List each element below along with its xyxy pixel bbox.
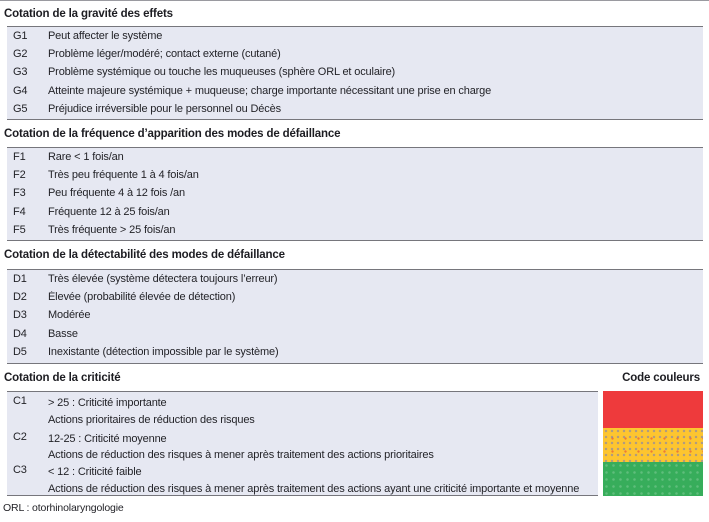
row-description: Basse bbox=[48, 327, 78, 340]
color-code-column bbox=[603, 391, 703, 496]
table-row bbox=[7, 63, 703, 81]
table-row bbox=[7, 392, 598, 428]
row-description: Élevée (probabilité élevée de détection) bbox=[48, 291, 236, 304]
table-row bbox=[7, 288, 703, 306]
row-code: D5 bbox=[13, 345, 27, 358]
row-code: F5 bbox=[13, 223, 26, 236]
table-row bbox=[7, 100, 703, 118]
criticality-threshold: > 25 : Criticité importante bbox=[48, 397, 167, 409]
criticality-action: Actions de réduction des risques à mener après traitement des actions ayant une criticité importante et moyenne bbox=[48, 482, 580, 495]
criticality-color-swatch-yellow bbox=[603, 428, 703, 462]
row-code: G4 bbox=[13, 84, 28, 97]
row-code: F3 bbox=[13, 187, 26, 200]
row-code: D1 bbox=[13, 273, 27, 286]
row-code: D2 bbox=[13, 291, 27, 304]
table-row bbox=[7, 325, 703, 343]
table-row bbox=[7, 203, 703, 221]
row-code: G1 bbox=[13, 30, 28, 43]
section-header-criticality bbox=[0, 364, 709, 391]
row-description: Peu fréquente 4 à 12 fois /an bbox=[48, 187, 185, 200]
criticality-threshold: 12-25 : Criticité moyenne bbox=[48, 432, 167, 445]
section-title-detectability: Cotation de la détectabilité des modes de défaillance bbox=[4, 249, 285, 261]
section-title-gravity: Cotation de la gravité des effets bbox=[4, 7, 173, 20]
row-code: G3 bbox=[13, 66, 28, 79]
row-code: G5 bbox=[13, 102, 28, 115]
row-code: C1 bbox=[13, 395, 27, 407]
row-description: Très élevée (système détectera toujours l’erreur) bbox=[48, 273, 278, 286]
table-row bbox=[7, 45, 703, 63]
section-title-frequency: Cotation de la fréquence d’apparition des modes de défaillance bbox=[4, 127, 341, 140]
table-row bbox=[7, 343, 703, 361]
row-description: Fréquente 12 à 25 fois/an bbox=[48, 205, 170, 218]
row-description: Préjudice irréversible pour le personnel ou Décès bbox=[48, 102, 281, 115]
criticality-action: Actions de réduction des risques à mener après traitement des actions prioritaires bbox=[48, 449, 434, 461]
row-description: Très peu fréquente 1 à 4 fois/an bbox=[48, 169, 199, 182]
table-row bbox=[7, 221, 703, 239]
row-code: F4 bbox=[13, 205, 26, 218]
criticality-color-swatch-red bbox=[603, 391, 703, 428]
table-row bbox=[7, 166, 703, 184]
criticality-color-swatch-green bbox=[603, 462, 703, 496]
row-description: Problème systémique ou touche les muqueuses (sphère ORL et oculaire) bbox=[48, 66, 396, 79]
row-description: Très fréquente > 25 fois/an bbox=[48, 223, 176, 236]
row-code: F1 bbox=[13, 151, 26, 164]
table-row bbox=[7, 306, 703, 324]
section-frequency-rows bbox=[7, 147, 703, 241]
section-gravity-rows bbox=[7, 26, 703, 120]
row-description: Peut affecter le système bbox=[48, 30, 163, 43]
row-description: Inexistante (détection impossible par le système) bbox=[48, 345, 279, 358]
table-row bbox=[7, 428, 598, 462]
table-row bbox=[7, 82, 703, 100]
abbreviation-footnote: ORL : otorhinolaryngologie bbox=[3, 502, 124, 514]
color-code-column-header: Code couleurs bbox=[622, 371, 700, 384]
criticality-rows bbox=[7, 391, 598, 496]
criticality-action: Actions prioritaires de réduction des risques bbox=[48, 413, 255, 426]
section-criticality-body bbox=[7, 391, 703, 496]
section-title-criticality: Cotation de la criticité bbox=[4, 371, 121, 384]
row-description: Rare < 1 fois/an bbox=[48, 151, 124, 164]
row-code: C3 bbox=[13, 464, 27, 476]
table-row bbox=[7, 184, 703, 202]
criticality-threshold: < 12 : Criticité faible bbox=[48, 466, 142, 478]
table-row bbox=[7, 148, 703, 166]
row-description: Modérée bbox=[48, 309, 91, 322]
row-description: Problème léger/modéré; contact externe (cutané) bbox=[48, 48, 281, 61]
row-description: Atteinte majeure systémique + muqueuse; charge importante nécessitant une prise en charge bbox=[48, 84, 492, 97]
row-code: D4 bbox=[13, 327, 27, 340]
table-row bbox=[7, 461, 598, 494]
row-code: F2 bbox=[13, 169, 26, 182]
section-detectability-rows bbox=[7, 269, 703, 364]
row-code: D3 bbox=[13, 309, 27, 322]
row-code: C2 bbox=[13, 430, 27, 443]
row-code: G2 bbox=[13, 48, 28, 61]
table-row bbox=[7, 270, 703, 288]
table-row bbox=[7, 27, 703, 45]
